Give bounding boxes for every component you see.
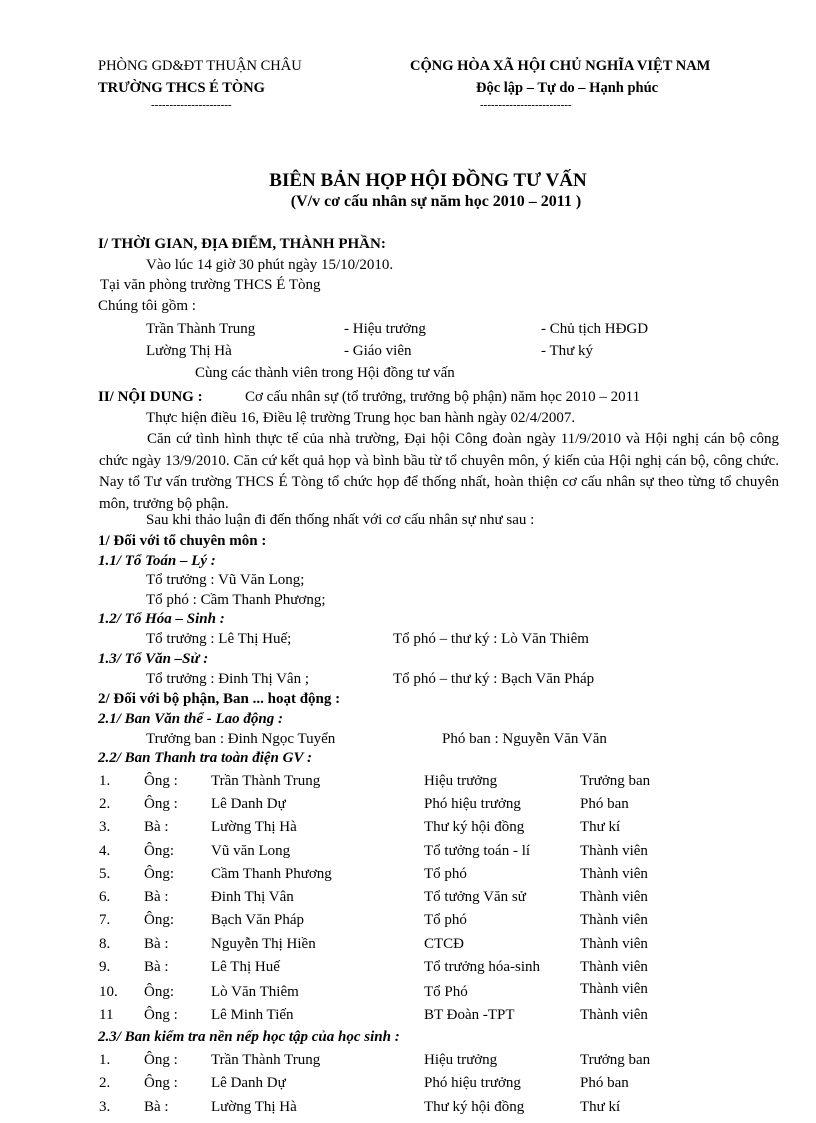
table-row [99, 773, 699, 793]
row-position: CTCĐ [424, 936, 465, 952]
row-title: Ông: [144, 984, 174, 1000]
row-role: Thành viên [580, 843, 648, 859]
row-name: Đinh Thị Vân [211, 889, 294, 905]
row-role: Thành viên [580, 936, 648, 952]
group-heading-toan-ly: 1.1/ Tổ Toán – Lý : [98, 553, 216, 569]
row-name: Trần Thành Trung [211, 773, 321, 789]
row-role: Thành viên [580, 912, 648, 928]
row-position: Tổ trưởng hóa-sinh [424, 959, 541, 975]
row-name: Bạch Văn Pháp [211, 912, 305, 928]
row-position: Tổ phó [424, 866, 467, 882]
section-2-heading: II/ NỘI DUNG : [98, 389, 203, 405]
part-1-heading: 1/ Đối với tổ chuyên môn : [98, 533, 267, 549]
agreement-intro: Sau khi thảo luận đi đến thống nhất với cơ cấu nhân sự như sau : [146, 512, 535, 528]
group-heading-van-su: 1.3/ Tổ Văn –Sử : [98, 651, 209, 667]
row-role: Phó ban [580, 1075, 629, 1091]
row-number: 6. [99, 889, 111, 905]
context-text: Căn cứ tình hình thực tế của nhà trường, Đại hội Công đoàn ngày 11/9/2010 và Hội nghị cán bộ công chức ngày 13/9/2010. Căn cứ kết quả họp và bình bầu từ tổ chuyên môn, ý kiến của Hội nghị cán bộ, công chức. Nay tổ Tư vấn trường THCS É Tòng tổ chức họp để thống nhất, hoàn thiện cơ cấu nhân sự theo từng tổ chuyên môn, trưởng bộ phận. [99, 431, 779, 512]
row-name: Trần Thành Trung [211, 1052, 321, 1068]
row-name: Vũ văn Long [211, 843, 291, 859]
row-number: 1. [99, 773, 111, 789]
row-number: 8. [99, 936, 111, 952]
row-position: Tổ Phó [424, 984, 468, 1000]
row-number: 2. [99, 1075, 111, 1091]
section-2-subject: Cơ cấu nhân sự (tổ trưởng, trưởng bộ phận) năm học 2010 – 2011 [245, 389, 641, 405]
row-role: Trưởng ban [580, 773, 651, 789]
table-row [99, 936, 699, 956]
table-row [99, 959, 699, 979]
attendee-name: Lường Thị Hà [146, 343, 232, 359]
row-role: Thành viên [580, 889, 648, 905]
row-name: Lò Văn Thiêm [211, 984, 299, 1000]
row-number: 4. [99, 843, 111, 859]
row-number: 1. [99, 1052, 111, 1068]
row-title: Bà : [144, 959, 169, 975]
table-row [99, 819, 699, 839]
attendee-name: Trần Thành Trung [146, 321, 256, 337]
group-leader: Tổ trưởng : Vũ Văn Long; [146, 572, 305, 588]
row-position: BT Đoàn -TPT [424, 1007, 515, 1023]
row-name: Lường Thị Hà [211, 819, 297, 835]
attendee-position: - Hiệu trưởng [344, 321, 426, 337]
header-motto: Độc lập – Tự do – Hạnh phúc [476, 80, 659, 96]
row-title: Ông : [144, 1052, 178, 1068]
row-position: Hiệu trưởng [424, 1052, 498, 1068]
row-name: Lê Minh Tiến [211, 1007, 294, 1023]
row-position: Phó hiệu trưởng [424, 1075, 521, 1091]
document-title: BIÊN BẢN HỌP HỘI ĐỒNG TƯ VẤN [269, 170, 587, 191]
row-role: Trưởng ban [580, 1052, 651, 1068]
row-number: 2. [99, 796, 111, 812]
table-row [99, 1099, 699, 1119]
row-name: Lê Danh Dự [211, 796, 286, 812]
part-2-heading: 2/ Đối với bộ phận, Ban ... hoạt động : [98, 691, 341, 707]
meeting-time: Vào lúc 14 giờ 30 phút ngày 15/10/2010. [146, 257, 394, 273]
row-title: Ông : [144, 1007, 178, 1023]
row-name: Lê Thị Huế [211, 959, 280, 975]
table-row [99, 1075, 699, 1095]
row-role: Phó ban [580, 796, 629, 812]
row-position: Phó hiệu trưởng [424, 796, 521, 812]
row-position: Tổ phó [424, 912, 467, 928]
row-role: Thư kí [580, 1099, 621, 1115]
row-name: Lường Thị Hà [211, 1099, 297, 1115]
legal-basis: Thực hiện điều 16, Điều lệ trường Trung học ban hành ngày 02/4/2007. [146, 410, 576, 426]
row-role: Thành viên [580, 981, 648, 997]
group-heading-hoa-sinh: 1.2/ Tổ Hóa – Sinh : [98, 611, 225, 627]
row-position: Thư ký hội đồng [424, 1099, 525, 1115]
row-number: 3. [99, 819, 111, 835]
row-number: 3. [99, 1099, 111, 1115]
table-row [99, 1007, 699, 1027]
group-deputy: Tổ phó – thư ký : Lò Văn Thiêm [393, 631, 589, 647]
attendee-position: - Giáo viên [344, 343, 412, 359]
row-name: Cầm Thanh Phương [211, 866, 332, 882]
attendee-role: - Thư ký [541, 343, 594, 359]
header-left-divider: ---------------------- [151, 99, 232, 111]
row-title: Ông: [144, 866, 174, 882]
table-row [99, 796, 699, 816]
table-row [99, 889, 699, 909]
row-title: Bà : [144, 889, 169, 905]
row-position: Thư ký hội đồng [424, 819, 525, 835]
row-number: 10. [99, 984, 118, 1000]
ban-thanh-tra-heading: 2.2/ Ban Thanh tra toàn điện GV : [98, 750, 312, 766]
row-position: Tổ tưởng toán - lí [424, 843, 531, 859]
header-department: PHÒNG GD&ĐT THUẬN CHÂU [98, 58, 302, 74]
row-role: Thành viên [580, 959, 648, 975]
group-deputy: Tổ phó – thư ký : Bạch Văn Pháp [393, 671, 595, 687]
group-deputy: Tổ phó : Cầm Thanh Phương; [146, 592, 326, 608]
ban-van-the-deputy: Phó ban : Nguyễn Văn Văn [442, 731, 607, 747]
row-position: Tổ tưởng Văn sử [424, 889, 526, 905]
row-number: 11 [99, 1007, 114, 1023]
meeting-place: Tại văn phòng trường THCS É Tòng [100, 277, 321, 293]
attendees-intro: Chúng tôi gồm : [98, 298, 196, 314]
context-paragraph [99, 429, 779, 515]
row-title: Ông: [144, 912, 174, 928]
row-role: Thư kí [580, 819, 621, 835]
header-right-divider: ------------------------- [480, 99, 572, 111]
other-attendees: Cùng các thành viên trong Hội đồng tư vấn [195, 365, 455, 381]
group-leader: Tổ trưởng : Lê Thị Huế; [146, 631, 292, 647]
attendee-role: - Chủ tịch HĐGD [541, 321, 649, 337]
document-subtitle: (V/v cơ cấu nhân sự năm học 2010 – 2011 ) [290, 193, 582, 210]
row-title: Ông: [144, 843, 174, 859]
table-row [99, 843, 699, 863]
row-name: Nguyễn Thị Hiền [211, 936, 316, 952]
row-number: 9. [99, 959, 111, 975]
ban-van-the-heading: 2.1/ Ban Văn thể - Lao động : [98, 711, 284, 727]
ban-kiem-tra-heading: 2.3/ Ban kiểm tra nền nếp học tập của học sinh : [98, 1029, 400, 1045]
row-title: Ông : [144, 773, 178, 789]
row-number: 5. [99, 866, 111, 882]
row-title: Bà : [144, 936, 169, 952]
row-name: Lê Danh Dự [211, 1075, 286, 1091]
row-number: 7. [99, 912, 111, 928]
row-title: Ông : [144, 1075, 178, 1091]
row-role: Thành viên [580, 1007, 648, 1023]
row-position: Hiệu trưởng [424, 773, 498, 789]
header-school: TRƯỜNG THCS É TÒNG [98, 80, 265, 96]
table-row [99, 1052, 699, 1072]
group-leader: Tổ trưởng : Đinh Thị Vân ; [146, 671, 310, 687]
row-title: Ông : [144, 796, 178, 812]
table-row [99, 912, 699, 932]
table-row [99, 981, 699, 1004]
ban-van-the-head: Trưởng ban : Đinh Ngọc Tuyển [146, 731, 336, 747]
row-title: Bà : [144, 819, 169, 835]
row-role: Thành viên [580, 866, 648, 882]
table-row [99, 866, 699, 886]
row-title: Bà : [144, 1099, 169, 1115]
header-country: CỘNG HÒA XÃ HỘI CHỦ NGHĨA VIỆT NAM [410, 58, 711, 74]
section-1-heading: I/ THỜI GIAN, ĐỊA ĐIỂM, THÀNH PHẦN: [98, 236, 386, 252]
